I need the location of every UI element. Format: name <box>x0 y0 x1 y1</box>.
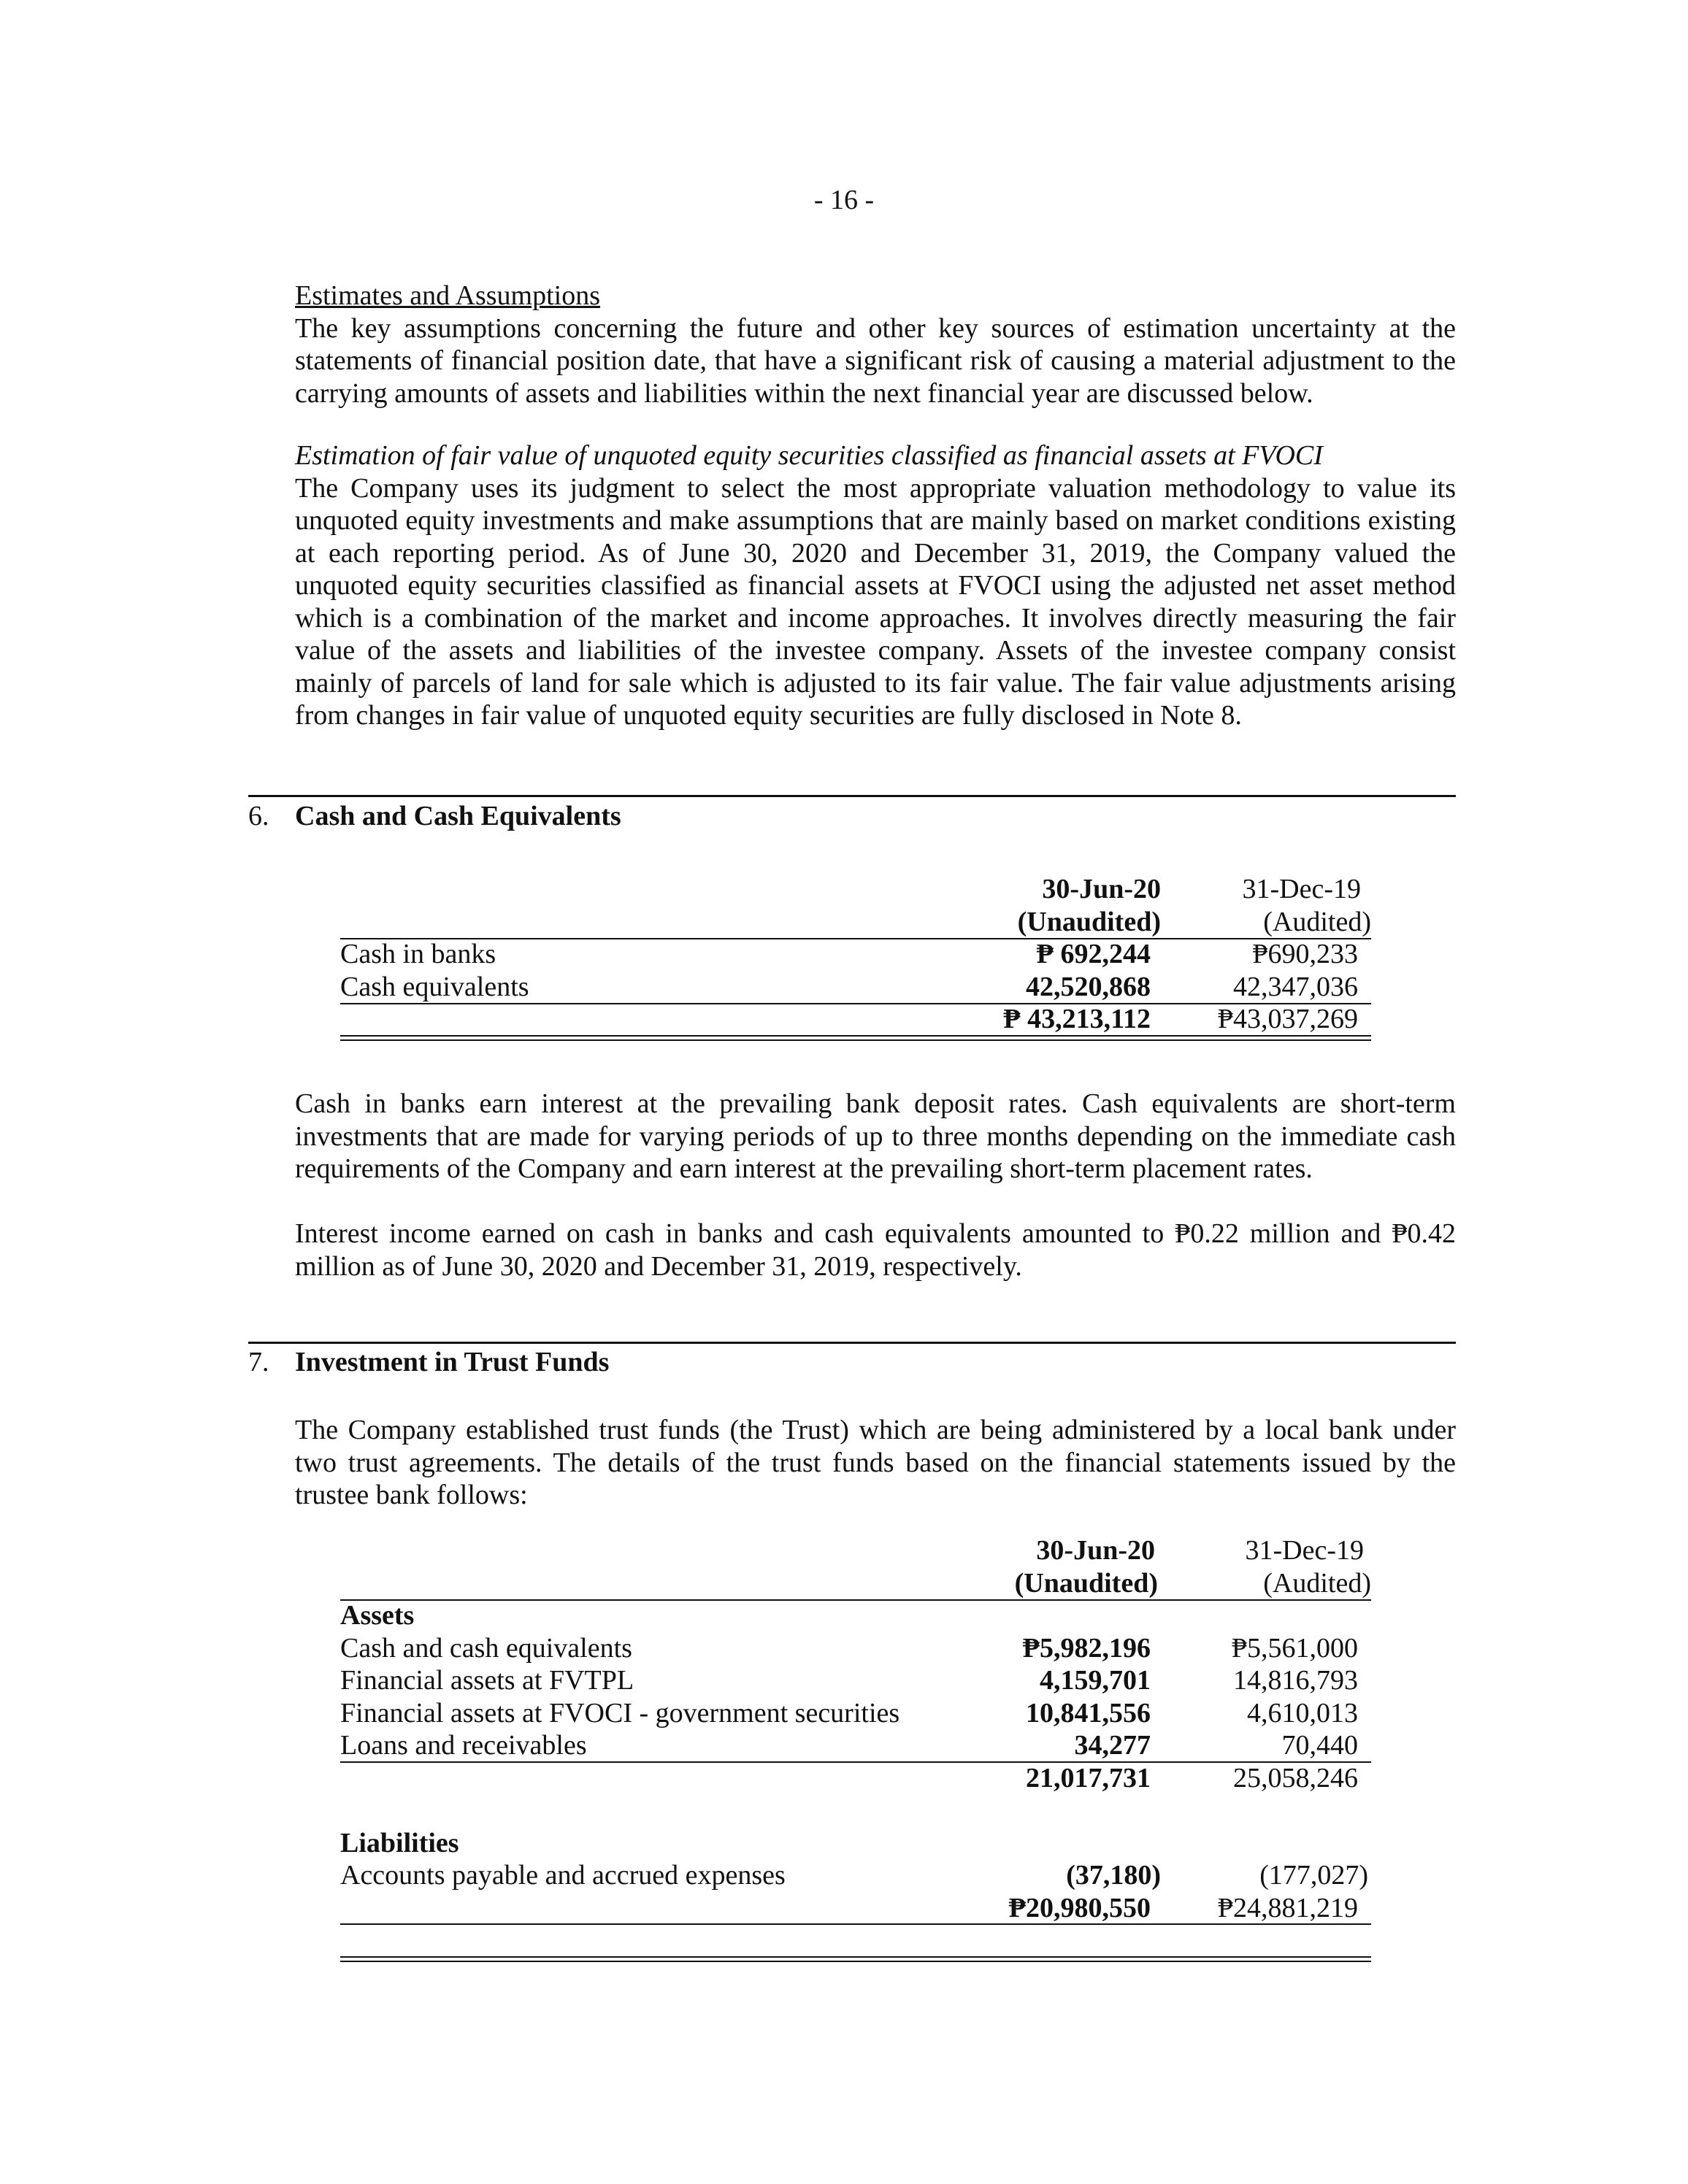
trust-table-subheader <box>340 1567 1371 1600</box>
trust-table <box>340 1534 1371 1924</box>
table-row <box>340 1859 1371 1892</box>
cash-table <box>340 873 1371 1036</box>
section-6-rule <box>248 795 1456 797</box>
table-row <box>340 1664 1371 1697</box>
col2-subheader: (Audited) <box>1263 1567 1371 1599</box>
total-value-2019: ₱43,037,269 <box>1217 1004 1358 1034</box>
section-7-title: Investment in Trust Funds <box>295 1347 610 1377</box>
net-total-double-rule <box>340 1956 1371 1962</box>
row-label: Financial assets at FVOCI - government securities <box>340 1697 900 1729</box>
liabilities-label: Liabilities <box>340 1827 459 1858</box>
table-total-row <box>340 1003 1371 1036</box>
section-6-number: 6. <box>248 801 269 831</box>
row-value-2020: 10,841,556 <box>1026 1697 1151 1729</box>
fvoci-section <box>295 439 1456 732</box>
cash-paragraph-1: Cash in banks earn interest at the prevailing bank deposit rates. Cash equivalents are short-term investments that are made for varying periods of up to three months depending on the immediate cash requirements of the Company and earn interest at the prevailing short-term placement rates. <box>295 1088 1456 1184</box>
total-value-2020: ₱ 43,213,112 <box>1003 1004 1151 1034</box>
col2-subheader: (Audited) <box>1263 906 1371 937</box>
section-6-title: Cash and Cash Equivalents <box>295 801 621 831</box>
section-6-heading <box>248 800 621 833</box>
col2-header: 31-Dec-19 <box>1242 874 1361 904</box>
section-7-rule <box>248 1342 1456 1344</box>
row-label: Cash in banks <box>340 939 496 969</box>
row-label: Cash and cash equivalents <box>340 1632 632 1664</box>
row-value-2020: 34,277 <box>1074 1730 1151 1761</box>
table-row <box>340 971 1371 1004</box>
col1-header: 30-Jun-20 <box>1036 1535 1155 1566</box>
cash-table-subheader <box>340 906 1371 939</box>
table-row <box>340 938 1371 971</box>
section-7-heading <box>248 1346 609 1379</box>
assets-label-row <box>340 1599 1371 1632</box>
row-value-2019: 70,440 <box>1281 1730 1358 1761</box>
row-value-2019: (177,027) <box>1259 1860 1368 1891</box>
estimates-heading: Estimates and Assumptions <box>295 280 600 311</box>
row-value-2020: (37,180) <box>1066 1860 1161 1891</box>
fvoci-heading: Estimation of fair value of unquoted equity securities classified as financial assets at FVOCI <box>295 440 1323 471</box>
row-label: Loans and receivables <box>340 1730 587 1761</box>
row-value-2019: ₱5,561,000 <box>1231 1632 1358 1664</box>
spacer-row <box>340 1794 1371 1827</box>
row-value-2020: ₱5,982,196 <box>1022 1632 1151 1664</box>
col1-subheader: (Unaudited) <box>1017 906 1161 937</box>
trust-intro <box>295 1414 1456 1512</box>
row-value-2019: ₱690,233 <box>1252 939 1358 969</box>
net-total-row <box>340 1892 1371 1925</box>
table-row <box>340 1697 1371 1730</box>
trust-table-header <box>340 1534 1371 1567</box>
col2-header: 31-Dec-19 <box>1245 1535 1364 1566</box>
liabilities-label-row <box>340 1827 1371 1860</box>
page-number: - 16 - <box>813 185 875 215</box>
cash-paragraph-2: Interest income earned on cash in banks and cash equivalents amounted to ₱0.22 million and ₱0.42 million as of June 30, 2020 and December 31, 2019, respectively. <box>295 1218 1456 1282</box>
row-value-2019: 42,347,036 <box>1233 971 1358 1002</box>
net-total-2019: ₱24,881,219 <box>1217 1892 1358 1923</box>
cash-para-1 <box>295 1088 1456 1185</box>
table-row <box>340 1729 1371 1762</box>
section-7-number: 7. <box>248 1347 269 1377</box>
row-value-2020: ₱ 692,244 <box>1036 939 1151 969</box>
col1-header: 30-Jun-20 <box>1042 874 1161 904</box>
row-label: Financial assets at FVTPL <box>340 1665 634 1696</box>
col1-subheader: (Unaudited) <box>1014 1567 1158 1599</box>
assets-label: Assets <box>340 1600 415 1631</box>
row-label: Cash equivalents <box>340 971 529 1002</box>
trust-intro-paragraph: The Company established trust funds (the Trust) which are being administered by a local bank under two trust agreements. The details of the trust funds based on the financial statements issued by the trustee bank follows: <box>295 1415 1456 1510</box>
estimates-section <box>295 280 1456 410</box>
row-label: Accounts payable and accrued expenses <box>340 1860 786 1891</box>
row-value-2020: 42,520,868 <box>1026 971 1151 1002</box>
assets-total-2019: 25,058,246 <box>1233 1762 1358 1793</box>
table-row <box>340 1632 1371 1665</box>
cash-table-header <box>340 873 1371 906</box>
row-value-2020: 4,159,701 <box>1040 1665 1151 1696</box>
row-value-2019: 4,610,013 <box>1247 1697 1358 1729</box>
estimates-body: The key assumptions concerning the future and other key sources of estimation uncertainty at the statements of financial position date, that have a significant risk of causing a material adjustment to the carrying amounts of assets and liabilities within the next financial year are discussed below. <box>295 312 1456 409</box>
assets-total-row <box>340 1762 1371 1795</box>
row-value-2019: 14,816,793 <box>1233 1665 1358 1696</box>
net-total-2020: ₱20,980,550 <box>1008 1892 1151 1923</box>
cash-para-2 <box>295 1218 1456 1283</box>
assets-total-2020: 21,017,731 <box>1026 1762 1151 1793</box>
cash-total-double-rule <box>340 1035 1371 1041</box>
fvoci-body: The Company uses its judgment to select the most appropriate valuation methodology to value its unquoted equity investments and make assumptions that are mainly based on market conditions existing at each reporting period. As of June 30, 2020 and December 31, 2019, the Company valued the unquoted equity securities classified as financial assets at FVOCI using the adjusted net asset method which is a combination of the market and income approaches. It involves directly measuring the fair value of the assets and liabilities of the investee company. Assets of the investee company consist mainly of parcels of land for sale which is adjusted to its fair value. The fair value adjustments arising from changes in fair value of unquoted equity securities are fully disclosed in Note 8. <box>295 472 1456 731</box>
